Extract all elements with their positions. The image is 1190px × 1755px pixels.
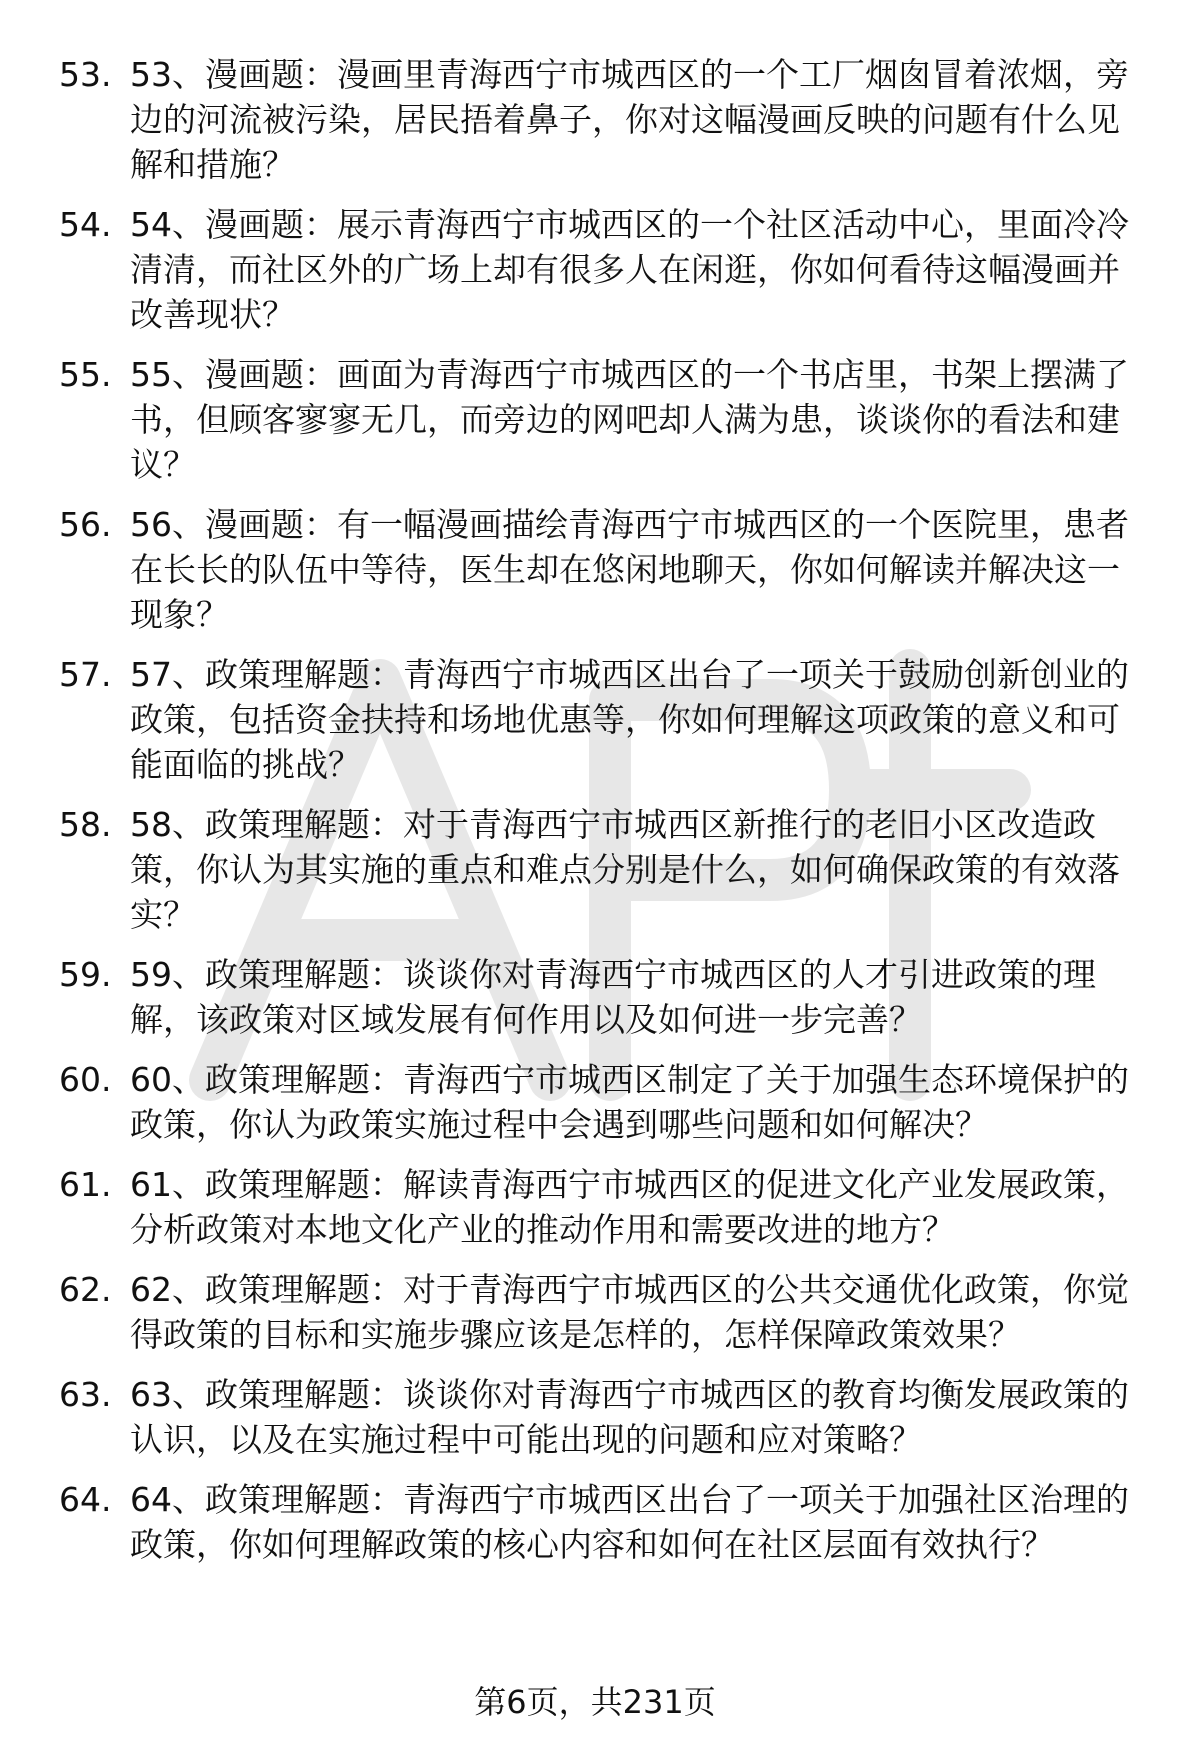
question-number: 54.: [59, 205, 112, 244]
question-item-60: [0, 1057, 1190, 1147]
question-number: 60.: [59, 1060, 112, 1099]
question-text: 62、政策理解题：对于青海西宁市城西区的公共交通优化政策，你觉得政策的目标和实施步骤应该是怎样的，怎样保障政策效果？: [130, 1270, 1129, 1354]
question-text: 60、政策理解题：青海西宁市城西区制定了关于加强生态环境保护的政策，你认为政策实施过程中会遇到哪些问题和如何解决？: [130, 1060, 1129, 1144]
question-text: 53、漫画题：漫画里青海西宁市城西区的一个工厂烟囱冒着浓烟，旁边的河流被污染，居民捂着鼻子，你对这幅漫画反映的问题有什么见解和措施？: [130, 55, 1129, 184]
question-text: 64、政策理解题：青海西宁市城西区出台了一项关于加强社区治理的政策，你如何理解政策的核心内容和如何在社区层面有效执行？: [130, 1480, 1129, 1564]
question-item-54: [0, 202, 1190, 337]
question-text: 57、政策理解题：青海西宁市城西区出台了一项关于鼓励创新创业的政策，包括资金扶持和场地优惠等，你如何理解这项政策的意义和可能面临的挑战？: [130, 655, 1129, 784]
question-number: 61.: [59, 1165, 112, 1204]
question-item-64: [0, 1477, 1190, 1567]
question-item-61: [0, 1162, 1190, 1252]
question-number: 55.: [59, 355, 112, 394]
question-number: 64.: [59, 1480, 112, 1519]
question-text: 59、政策理解题：谈谈你对青海西宁市城西区的人才引进政策的理解，该政策对区域发展有何作用以及如何进一步完善？: [130, 955, 1096, 1039]
question-item-57: [0, 652, 1190, 787]
question-text: 54、漫画题：展示青海西宁市城西区的一个社区活动中心，里面冷冷清清，而社区外的广场上却有很多人在闲逛，你如何看待这幅漫画并改善现状？: [130, 205, 1129, 334]
question-text: 56、漫画题：有一幅漫画描绘青海西宁市城西区的一个医院里，患者在长长的队伍中等待，医生却在悠闲地聊天，你如何解读并解决这一现象？: [130, 505, 1129, 634]
question-number: 62.: [59, 1270, 112, 1309]
question-number: 53.: [59, 55, 112, 94]
question-text: 63、政策理解题：谈谈你对青海西宁市城西区的教育均衡发展政策的认识，以及在实施过程中可能出现的问题和应对策略？: [130, 1375, 1129, 1459]
question-text: 55、漫画题：画面为青海西宁市城西区的一个书店里，书架上摆满了书，但顾客寥寥无几，而旁边的网吧却人满为患，谈谈你的看法和建议？: [130, 355, 1129, 484]
question-item-55: [0, 352, 1190, 487]
question-text: 61、政策理解题：解读青海西宁市城西区的促进文化产业发展政策，分析政策对本地文化产业的推动作用和需要改进的地方？: [130, 1165, 1129, 1249]
question-item-59: [0, 952, 1190, 1042]
question-number: 59.: [59, 955, 112, 994]
question-item-62: [0, 1267, 1190, 1357]
question-text: 58、政策理解题：对于青海西宁市城西区新推行的老旧小区改造政策，你认为其实施的重点和难点分别是什么，如何确保政策的有效落实？: [130, 805, 1120, 934]
page-footer: [0, 1682, 1190, 1722]
question-item-53: [0, 52, 1190, 187]
question-item-58: [0, 802, 1190, 937]
question-item-63: [0, 1372, 1190, 1462]
question-list: [0, 52, 1190, 1582]
question-number: 57.: [59, 655, 112, 694]
question-number: 58.: [59, 805, 112, 844]
page-number-label: 第6页，共231页: [474, 1683, 716, 1721]
question-number: 63.: [59, 1375, 112, 1414]
question-number: 56.: [59, 505, 112, 544]
question-item-56: [0, 502, 1190, 637]
